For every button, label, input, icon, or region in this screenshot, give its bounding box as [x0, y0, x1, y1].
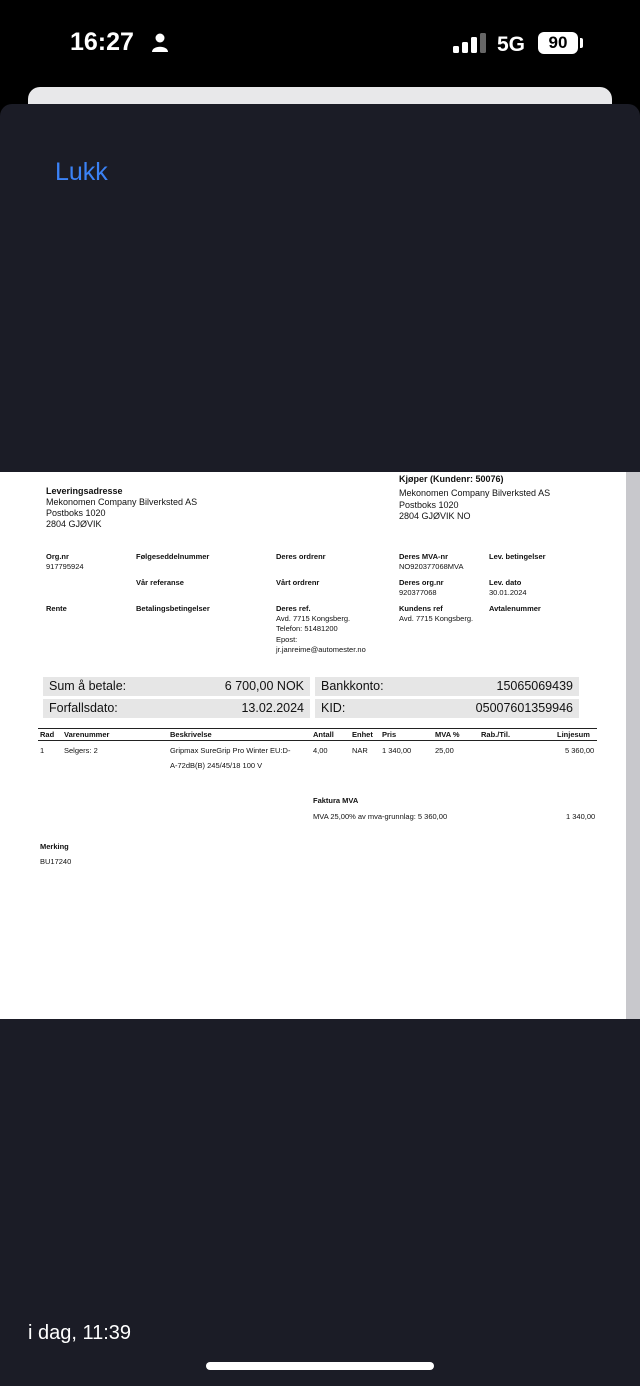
delivery-city: 2804 GJØVIK	[46, 519, 102, 529]
person-icon	[151, 33, 169, 53]
due-label: Forfallsdato:	[49, 701, 118, 715]
due-date	[43, 699, 310, 718]
lev-dato-value: 30.01.2024	[489, 588, 527, 597]
deres-mva-label: Deres MVA-nr	[399, 552, 449, 561]
close-button[interactable]: Lukk	[55, 158, 108, 186]
battery-icon: 90	[538, 32, 578, 54]
invoice-document	[0, 472, 626, 1019]
deres-ref-label: Deres ref.	[276, 604, 311, 613]
status-bar	[0, 0, 640, 90]
row-enhet: NAR	[352, 746, 368, 755]
betaling-label: Betalingsbetingelser	[136, 604, 210, 613]
buyer-company: Mekonomen Company Bilverksted AS	[399, 488, 551, 498]
col-beskrivelse: Beskrivelse	[170, 730, 212, 739]
col-linjesum: Linjesum	[557, 730, 590, 739]
row-linjesum: 5 360,00	[565, 746, 595, 755]
delivery-company: Mekonomen Company Bilverksted AS	[46, 497, 198, 507]
row-beskrivelse-1: Gripmax SureGrip Pro Winter EU:D-	[170, 746, 291, 755]
table-top-rule	[38, 728, 597, 729]
org-nr-label: Org.nr	[46, 552, 69, 561]
rente-label: Rente	[46, 604, 67, 613]
kundens-ref-label: Kundens ref	[399, 604, 443, 613]
avtale-label: Avtalenummer	[489, 604, 541, 613]
deres-ref-line-3: Epost:	[276, 635, 298, 644]
org-nr-value: 917795924	[46, 562, 84, 571]
buyer-box: Postboks 1020	[399, 500, 459, 510]
lev-dato-label: Lev. dato	[489, 578, 522, 587]
delivery-box: Postboks 1020	[46, 508, 106, 518]
col-enhet: Enhet	[352, 730, 373, 739]
sum-to-pay	[43, 677, 310, 696]
deres-org-label: Deres org.nr	[399, 578, 444, 587]
col-antall: Antall	[313, 730, 334, 739]
sum-label: Sum å betale:	[49, 679, 127, 693]
signal-icon	[453, 33, 489, 53]
deres-mva-value: NO920377068MVA	[399, 562, 464, 571]
row-varenummer: Selgers: 2	[64, 746, 98, 755]
deres-ordrenr-label: Deres ordrenr	[276, 552, 326, 561]
row-antall: 4,00	[313, 746, 328, 755]
bank-value: 15065069439	[496, 679, 573, 693]
row-rad: 1	[40, 746, 45, 755]
kid-value: 05007601359946	[475, 701, 573, 715]
home-indicator[interactable]	[206, 1362, 434, 1370]
document-edge	[626, 472, 640, 1019]
deres-ref-line-1: Avd. 7715 Kongsberg.	[276, 614, 351, 623]
buyer-label: Kjøper (Kundenr: 50076)	[399, 474, 504, 484]
col-rad: Rad	[40, 730, 55, 739]
row-pris: 1 340,00	[382, 746, 412, 755]
col-varenummer: Varenummer	[64, 730, 110, 739]
row-mva: 25,00	[435, 746, 454, 755]
vart-ordrenr-label: Vårt ordrenr	[276, 578, 320, 587]
status-time: 16:27	[70, 28, 134, 56]
deres-org-value: 920377068	[399, 588, 437, 597]
col-rab: Rab./Til.	[481, 730, 511, 739]
message-timestamp: i dag, 11:39	[28, 1322, 132, 1344]
bank-account	[315, 677, 579, 696]
delivery-label: Leveringsadresse	[46, 486, 123, 496]
col-mva: MVA %	[435, 730, 460, 739]
lev-bet-label: Lev. betingelser	[489, 552, 546, 561]
table-header-rule	[38, 740, 597, 741]
faktura-mva-line: MVA 25,00% av mva-grunnlag: 5 360,00	[313, 812, 448, 821]
deres-ref-line-4: jr.janreime@automester.no	[276, 645, 366, 654]
network-type: 5G	[497, 33, 526, 56]
kid-label: KID:	[321, 701, 346, 715]
folgeseddel-label: Følgeseddelnummer	[136, 552, 210, 561]
row-beskrivelse-2: A-72dB(B) 245/45/18 100 V	[170, 761, 263, 770]
col-pris: Pris	[382, 730, 397, 739]
buyer-city: 2804 GJØVIK NO	[399, 511, 471, 521]
due-value: 13.02.2024	[241, 701, 304, 715]
faktura-mva-label: Faktura MVA	[313, 796, 359, 805]
bank-label: Bankkonto:	[321, 679, 384, 693]
sum-value: 6 700,00 NOK	[224, 679, 304, 693]
deres-ref-line-2: Telefon: 51481200	[276, 624, 338, 633]
var-ref-label: Vår referanse	[136, 578, 184, 587]
merking-label: Merking	[40, 842, 69, 851]
merking-value: BU17240	[40, 857, 72, 866]
battery-tip	[580, 38, 583, 48]
faktura-mva-amount: 1 340,00	[566, 812, 596, 821]
kundens-ref-value: Avd. 7715 Kongsberg.	[399, 614, 474, 623]
kid	[315, 699, 579, 718]
